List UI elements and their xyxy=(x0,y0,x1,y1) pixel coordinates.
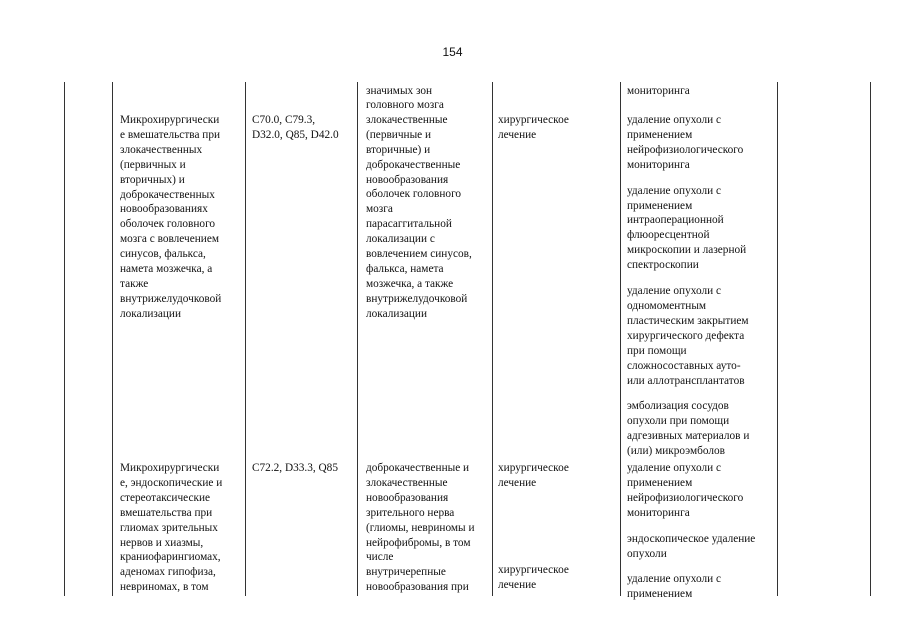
method-item xyxy=(627,113,749,173)
text-line: е, эндоскопические и xyxy=(120,476,223,489)
text-line: вторичные) и xyxy=(366,143,431,156)
text-line: применением xyxy=(627,128,693,141)
method-item xyxy=(627,184,749,273)
row1-diagnosis xyxy=(366,98,472,322)
text-line: эмболизация сосудов xyxy=(627,400,729,413)
text-line: опухоли при помощи xyxy=(627,415,730,428)
text-line: доброкачественные и xyxy=(366,462,470,474)
text-line: доброкачественные xyxy=(366,158,461,171)
text-line: мозга xyxy=(366,203,393,216)
text-line: Микрохирургически xyxy=(120,462,220,474)
method-item xyxy=(627,284,749,388)
text-line: адгезивных материалов и xyxy=(627,430,750,443)
text-line: вовлечением синусов, xyxy=(366,248,472,261)
text-line: невриномах, в том xyxy=(120,581,209,594)
method-item xyxy=(627,532,755,562)
row2-treatment-type-2 xyxy=(498,563,569,593)
text-line: хирургическое xyxy=(498,564,569,576)
table-border-left xyxy=(64,82,65,596)
text-line: удаление опухоли с xyxy=(627,573,721,586)
text-line: нейрофизиологического xyxy=(627,143,744,156)
text-line: (первичных и xyxy=(120,158,186,171)
column-divider xyxy=(777,82,778,596)
row2-diagnosis xyxy=(366,461,475,595)
row1-icd-codes xyxy=(252,113,339,143)
text-line: хирургическое xyxy=(498,114,569,126)
text-line: нейрофизиологического xyxy=(627,491,744,504)
text-line: Микрохирургически xyxy=(120,114,220,126)
text-line: хирургическое xyxy=(498,462,569,474)
column-divider xyxy=(620,82,621,596)
text-line: новообразования xyxy=(366,173,449,186)
text-line: мониторинга xyxy=(627,506,690,519)
text-line: или аллотрансплантатов xyxy=(627,374,745,387)
text-line: злокачественные xyxy=(366,476,448,489)
text-line: головного мозга xyxy=(366,99,444,111)
text-line: лечение xyxy=(498,128,537,141)
column-divider xyxy=(492,82,493,596)
row1-treatment-type xyxy=(498,113,569,143)
text-line: мониторинга xyxy=(627,158,690,171)
text-line: при помощи xyxy=(627,344,687,357)
text-line: флюоресцентной xyxy=(627,229,710,242)
row1-intervention-name xyxy=(120,113,221,322)
row2-icd-codes xyxy=(252,461,338,476)
text-line: применением xyxy=(627,199,693,212)
text-line: мониторинга xyxy=(627,85,690,97)
text-line: применением xyxy=(627,476,693,489)
paragraph-gap xyxy=(627,521,755,532)
text-line: лечение xyxy=(498,476,537,489)
text-line: опухоли xyxy=(627,547,667,560)
column-divider xyxy=(112,82,113,596)
text-line: (или) микроэмболов xyxy=(627,445,725,458)
method-item xyxy=(627,399,749,459)
text-line: пластическим закрытием xyxy=(627,314,749,327)
column-divider xyxy=(357,82,358,596)
text-line: глиомах зрительных xyxy=(120,521,218,534)
text-line: внутрижелудочковой xyxy=(120,292,222,305)
text-line: вторичных) и xyxy=(120,173,185,186)
text-line: краниофарингиомах, xyxy=(120,551,221,564)
text-line: (первичные и xyxy=(366,128,432,141)
text-line: удаление опухоли с xyxy=(627,285,721,298)
text-line: (глиомы, невриномы и xyxy=(366,521,475,534)
text-line: нейрофибромы, в том xyxy=(366,536,471,549)
paragraph-gap xyxy=(627,561,755,572)
text-line: удаление опухоли с xyxy=(627,114,721,126)
text-line: фалькса, намета xyxy=(366,262,444,275)
text-line: доброкачественных xyxy=(120,188,215,201)
table-border-right xyxy=(870,82,871,596)
text-line: злокачественных xyxy=(120,143,203,156)
row2-treatment-methods xyxy=(627,461,755,602)
text-line: стереотаксические xyxy=(120,491,211,504)
text-line: внутричерепные xyxy=(366,566,446,579)
text-line: злокачественные xyxy=(366,113,448,126)
text-line: хирургического дефекта xyxy=(627,329,745,342)
text-line: локализации xyxy=(120,307,182,320)
text-line: мозжечка, а также xyxy=(366,277,454,290)
text-line: спектроскопии xyxy=(627,259,699,272)
text-line: C72.2, D33.3, Q85 xyxy=(252,462,338,474)
row2-treatment-type xyxy=(498,461,569,491)
text-line: удаление опухоли с xyxy=(627,184,721,197)
text-line: новообразования при xyxy=(366,581,469,594)
text-line: лечение xyxy=(498,578,537,591)
text-line: зрительного нерва xyxy=(366,506,455,519)
text-line: оболочек головного xyxy=(366,188,462,201)
text-line: также xyxy=(120,277,149,290)
text-line: D32.0, Q85, D42.0 xyxy=(252,128,339,141)
text-line: применением xyxy=(627,588,693,601)
text-line: интраоперационной xyxy=(627,214,724,227)
text-line: C70.0, C79.3, xyxy=(252,114,316,126)
text-line: нервов и хиазмы, xyxy=(120,536,204,549)
continued-method-text xyxy=(627,84,690,99)
paragraph-gap xyxy=(627,388,749,399)
row2-intervention-name xyxy=(120,461,222,595)
text-line: оболочек головного xyxy=(120,218,216,231)
row1-treatment-methods xyxy=(627,113,749,459)
text-line: синусов, фалькса, xyxy=(120,248,206,261)
text-line: значимых зон xyxy=(366,85,433,97)
text-line: сложносоставных ауто- xyxy=(627,359,741,372)
text-line: новообразованиях xyxy=(120,203,208,216)
text-line: удаление опухоли с xyxy=(627,462,721,474)
page-number: 154 xyxy=(442,45,463,59)
text-line: мозга с вовлечением xyxy=(120,233,219,246)
method-item xyxy=(627,572,755,602)
text-line: одномоментным xyxy=(627,299,707,312)
text-line: эндоскопическое удаление xyxy=(627,532,756,545)
text-line: локализации с xyxy=(366,233,435,246)
text-line: локализации xyxy=(366,307,428,320)
column-divider xyxy=(245,82,246,596)
paragraph-gap xyxy=(627,273,749,284)
text-line: числе xyxy=(366,551,394,564)
text-line: внутрижелудочковой xyxy=(366,292,468,305)
text-line: вмешательства при xyxy=(120,506,213,519)
text-line: аденомах гипофиза, xyxy=(120,566,216,579)
text-line: намета мозжечка, а xyxy=(120,263,213,276)
text-line: е вмешательства при xyxy=(120,128,221,141)
text-line: новообразования xyxy=(366,491,449,504)
text-line: микроскопии и лазерной xyxy=(627,244,747,257)
method-item xyxy=(627,461,755,521)
continued-diagnosis-text xyxy=(366,84,432,99)
text-line: парасаггитальной xyxy=(366,218,452,231)
paragraph-gap xyxy=(627,173,749,184)
